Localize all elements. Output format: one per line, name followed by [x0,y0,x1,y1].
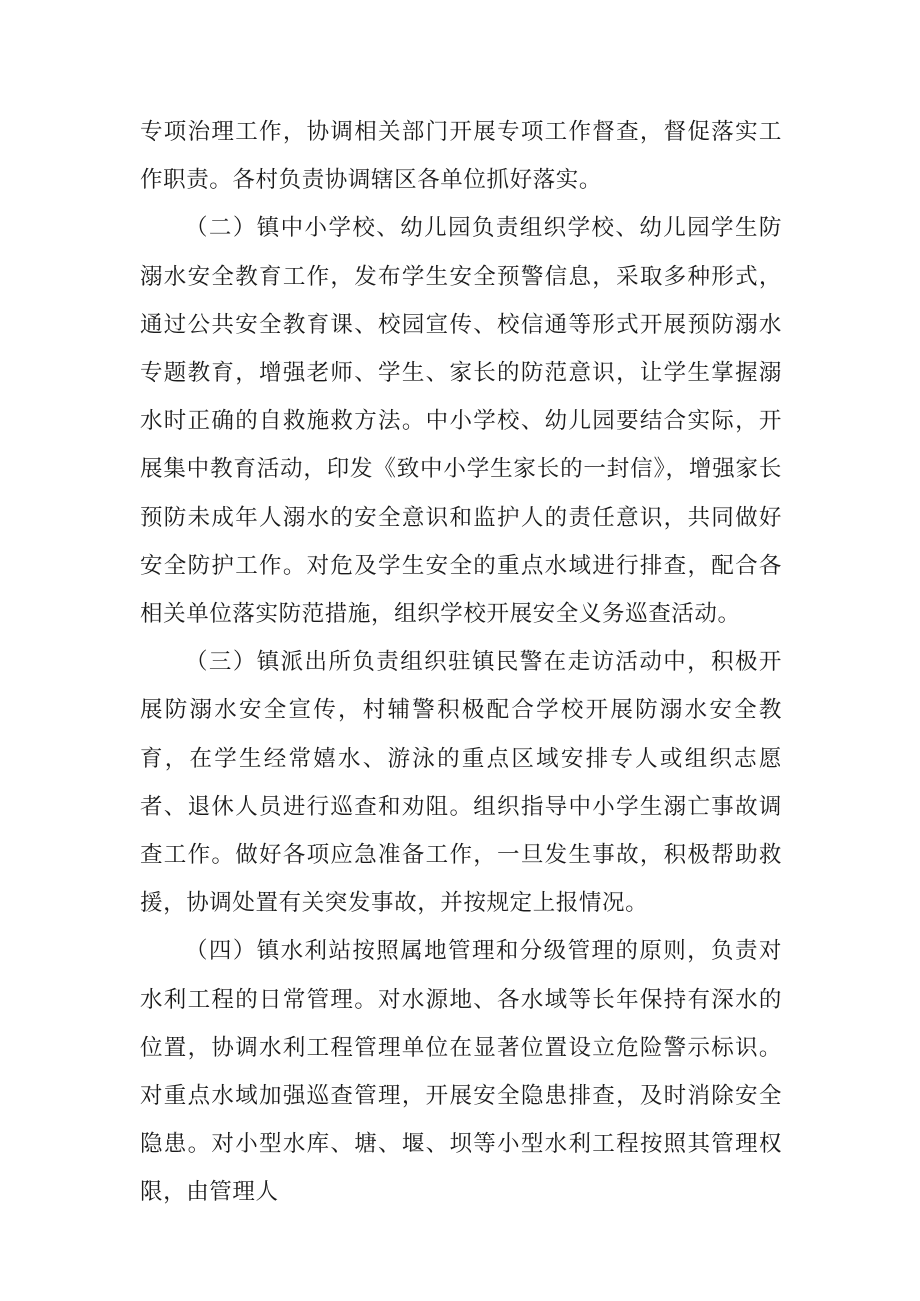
paragraph-section-4: （四）镇水利站按照属地管理和分级管理的原则，负责对水利工程的日常管理。对水源地、各水域等长年保持有深水的位置，协调水利工程管理单位在显著位置设立危险警示标识。对重点水域加强巡查管理，开展安全隐患排查，及时消除安全隐患。对小型水库、塘、堰、坝等小型水利工程按照其管理权限，由管理人 [140,938,782,1206]
paragraph-section-2: （二）镇中小学校、幼儿园负责组织学校、幼儿园学生防溺水安全教育工作，发布学生安全预警信息，采取多种形式，通过公共安全教育课、校园宣传、校信通等形式开展预防溺水专题教育，增强老师、学生、家长的防范意识，让学生掌握溺水时正确的自救施救方法。中小学校、幼儿园要结合实际，开展集中教育活动，印发《致中小学生家长的一封信》，增强家长预防未成年人溺水的安全意识和监护人的责任意识，共同做好安全防护工作。对危及学生安全的重点水域进行排查，配合各相关单位落实防范措施，组织学校开展安全义务巡查活动。 [140,215,782,628]
paragraph-section-3: （三）镇派出所负责组织驻镇民警在走访活动中，积极开展防溺水安全宣传，村辅警积极配合学校开展防溺水安全教育，在学生经常嬉水、游泳的重点区域安排专人或组织志愿者、退休人员进行巡查和劝阻。组织指导中小学生溺亡事故调查工作。做好各项应急准备工作，一旦发生事故，积极帮助救援，协调处置有关突发事故，并按规定上报情况。 [140,649,782,917]
paragraph-continuation: 专项治理工作，协调相关部门开展专项工作督查，督促落实工作职责。各村负责协调辖区各单位抓好落实。 [140,119,782,194]
document-body [140,108,782,1217]
